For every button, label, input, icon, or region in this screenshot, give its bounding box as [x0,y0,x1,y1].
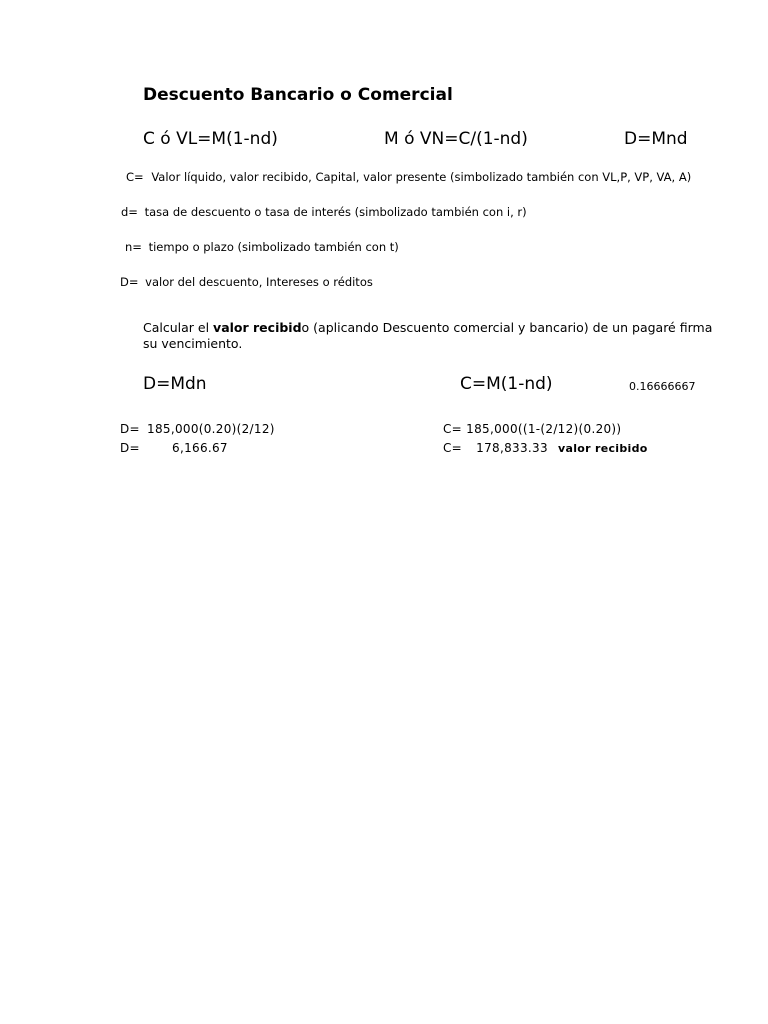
fraction-note: 0.16666667 [629,380,696,393]
definition-text: tiempo o plazo (simbolizado también con t) [148,240,399,254]
received-result-row [443,441,648,455]
row-value: 185,000((1-(2/12)(0.20)) [466,422,622,436]
formula-valor-liquido: C ó VL=M(1-nd) [143,129,278,149]
row-value: 6,166.67 [172,441,228,455]
definition-text: valor del descuento, Intereses o réditos [145,275,373,289]
definition-n [125,240,399,254]
document-title: Descuento Bancario o Comercial [143,85,453,105]
formula-valor-nominal: M ó VN=C/(1-nd) [384,129,528,149]
solution-formula-received: C=M(1-nd) [460,374,553,394]
row-note: valor recibido [558,442,648,455]
problem-line-2: su vencimiento. [143,336,243,351]
definition-label: C= [126,170,144,184]
definition-label: D= [120,275,139,289]
row-value: 178,833.33 [476,441,548,455]
definition-label: d= [121,205,138,219]
solution-formula-discount: D=Mdn [143,374,207,394]
row-label: D= [120,422,140,436]
problem-text: o (aplicando Descuento comercial y bancario) de un pagaré firma [301,320,713,335]
definition-d-rate [121,205,527,219]
definition-d-discount [120,275,373,289]
row-label: D= [120,441,140,455]
definition-text: tasa de descuento o tasa de interés (simbolizado también con i, r) [144,205,527,219]
row-value: 185,000(0.20)(2/12) [147,422,275,436]
definition-text: Valor líquido, valor recibido, Capital, valor presente (simbolizado también con VL,P, VP, VA, A) [151,170,692,184]
problem-text: Calcular el [143,320,214,335]
definition-c [126,170,691,184]
row-label: C= [443,441,463,455]
definition-label: n= [125,240,142,254]
discount-calc-row [120,422,275,436]
row-label: C= [443,422,463,436]
discount-result-row [120,441,228,455]
problem-statement [143,320,712,352]
received-calc-row [443,422,621,436]
problem-line-1 [143,320,712,336]
formula-descuento: D=Mnd [624,129,688,149]
problem-bold-text: valor recibid [213,320,302,335]
